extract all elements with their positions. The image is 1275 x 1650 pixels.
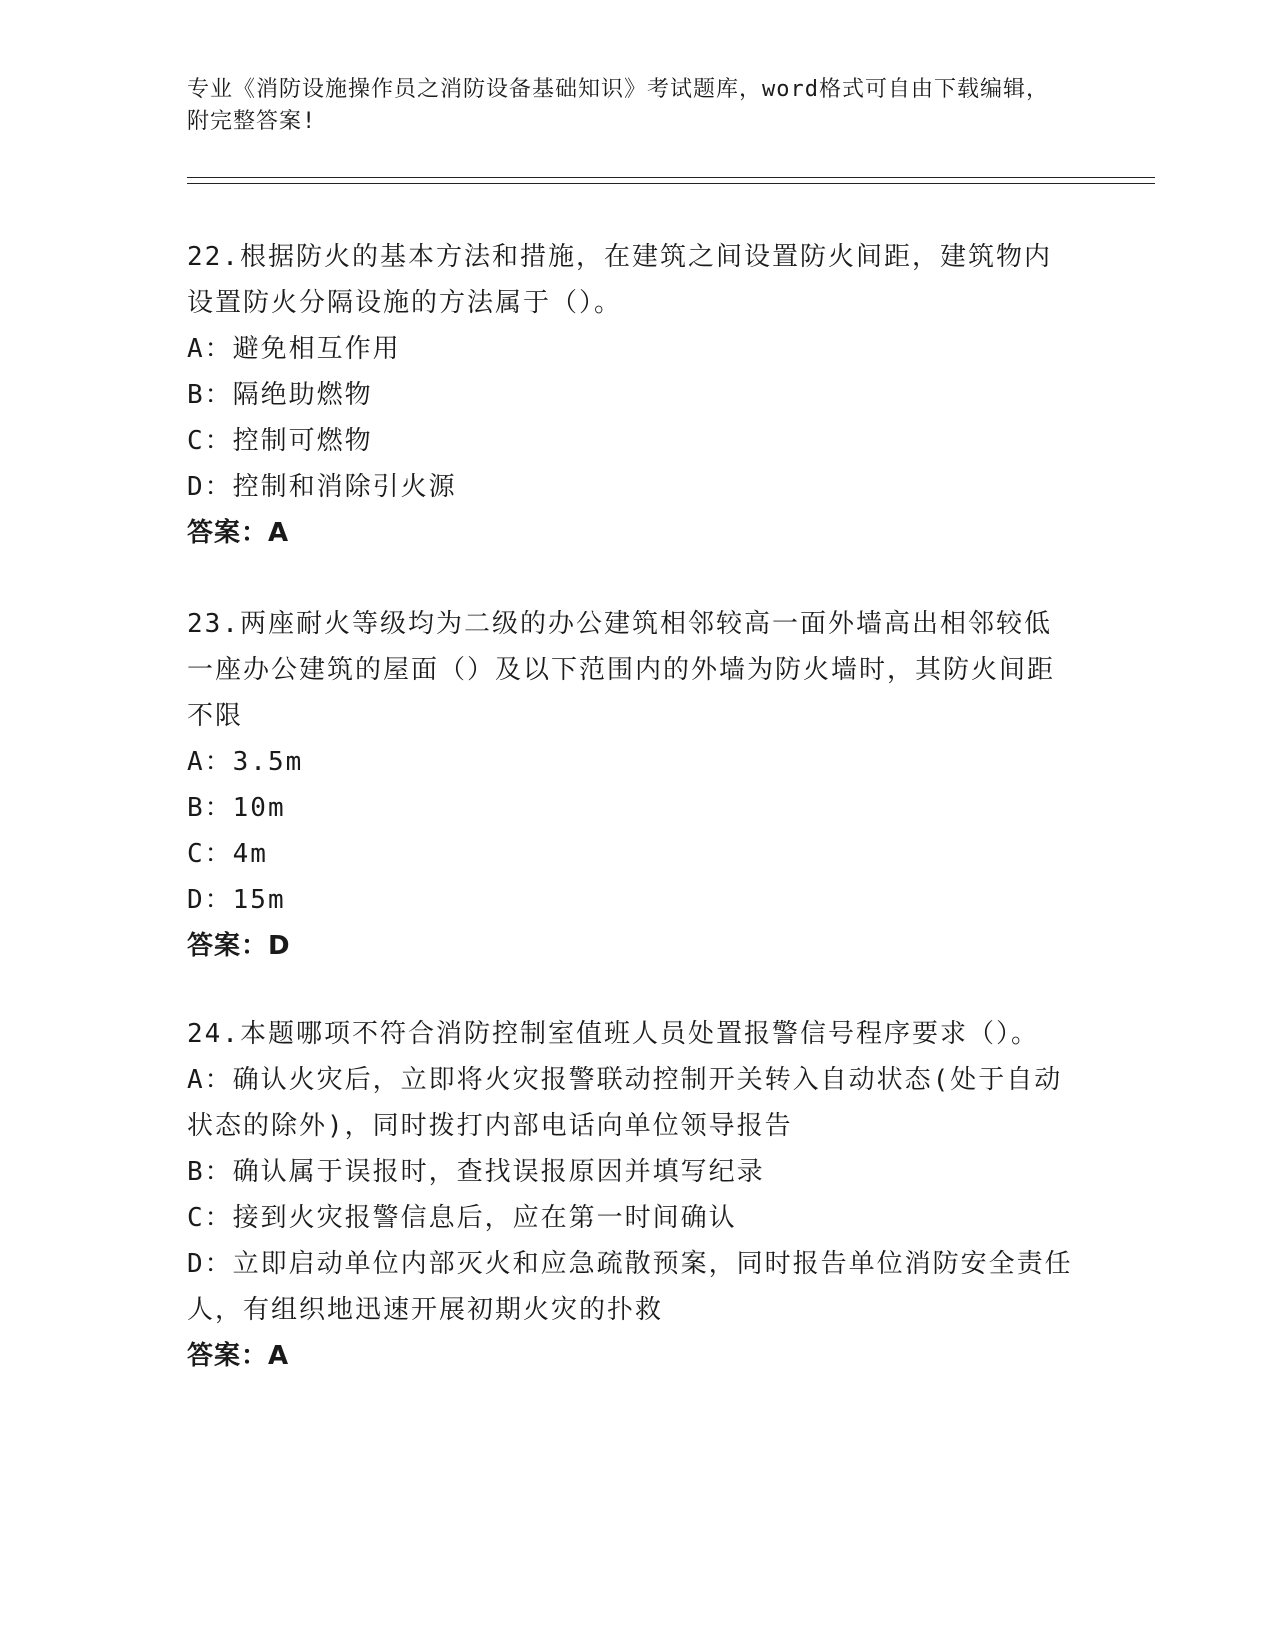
option-c: C：4m (187, 839, 268, 869)
answer: 答案：A (187, 1341, 290, 1371)
question-23 (187, 601, 1077, 969)
document-intro: 专业《消防设施操作员之消防设备基础知识》考试题库，word格式可自由下载编辑，附完整答案! (187, 77, 1049, 134)
option-b: B：10m (187, 793, 286, 823)
option-d: D：立即启动单位内部灭火和应急疏散预案，同时报告单位消防安全责任人，有组织地迅速开展初期火灾的扑救 (187, 1249, 1073, 1325)
option-a: A：避免相互作用 (187, 334, 401, 364)
question-stem: 23.两座耐火等级均为二级的办公建筑相邻较高一面外墙高出相邻较低一座办公建筑的屋面（）及以下范围内的外墙为防火墙时，其防火间距不限 (187, 609, 1056, 731)
option-b: B：隔绝助燃物 (187, 380, 373, 410)
question-22 (187, 234, 1077, 556)
option-a: A：确认火灾后，立即将火灾报警联动控制开关转入自动状态(处于自动状态的除外)，同时拨打内部电话向单位领导报告 (187, 1065, 1063, 1141)
option-d: D：15m (187, 885, 286, 915)
option-c: C：接到火灾报警信息后，应在第一时间确认 (187, 1203, 737, 1233)
option-c: C：控制可燃物 (187, 426, 373, 456)
answer: 答案：A (187, 518, 290, 548)
question-stem: 24.本题哪项不符合消防控制室值班人员处置报警信号程序要求（）。 (187, 1019, 1039, 1049)
question-24 (187, 1011, 1077, 1379)
header-divider-bottom (187, 183, 1155, 184)
option-b: B：确认属于误报时，查找误报原因并填写纪录 (187, 1157, 765, 1187)
option-a: A：3.5m (187, 747, 304, 777)
question-stem: 22.根据防火的基本方法和措施，在建筑之间设置防火间距，建筑物内设置防火分隔设施的方法属于（）。 (187, 242, 1052, 318)
answer: 答案：D (187, 931, 291, 961)
option-d: D：控制和消除引火源 (187, 472, 457, 502)
header-divider-top (187, 177, 1155, 178)
